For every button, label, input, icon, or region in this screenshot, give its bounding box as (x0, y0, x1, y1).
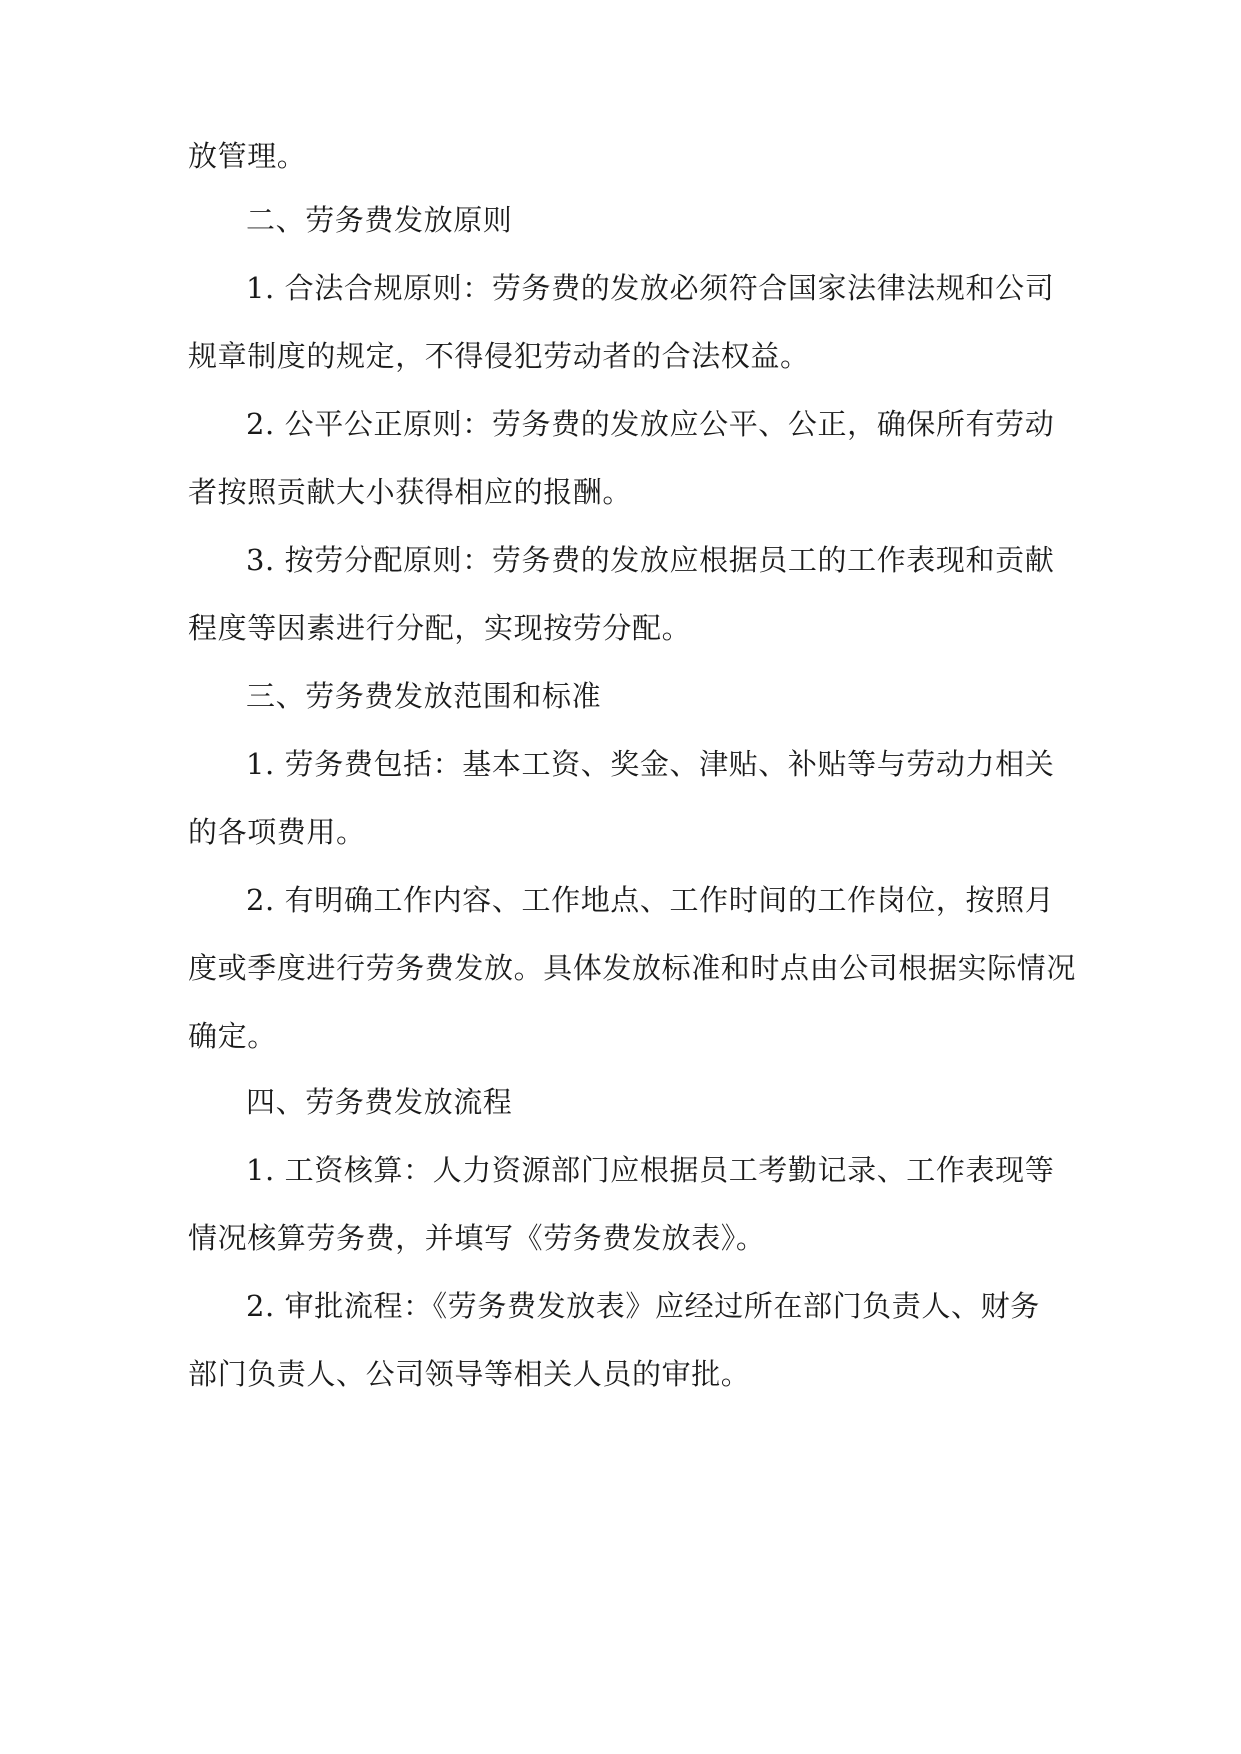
list-item-line: 情况核算劳务费，并填写《劳务费发放表》。 (188, 1221, 766, 1255)
list-item-line: 1. 劳务费包括：基本工资、奖金、津贴、补贴等与劳动力相关 (246, 747, 1055, 781)
list-item-line: 1. 合法合规原则：劳务费的发放必须符合国家法律法规和公司 (246, 271, 1055, 305)
list-item-line: 2. 公平公正原则：劳务费的发放应公平、公正，确保所有劳动 (246, 407, 1055, 441)
list-item-line: 2. 审批流程：《劳务费发放表》应经过所在部门负责人、财务 (246, 1289, 1040, 1323)
list-item-line: 的各项费用。 (188, 815, 366, 849)
list-item-line: 部门负责人、公司领导等相关人员的审批。 (188, 1357, 751, 1391)
section-heading: 二、劳务费发放原则 (246, 203, 513, 237)
list-item-line: 2. 有明确工作内容、工作地点、工作时间的工作岗位，按照月 (246, 883, 1055, 917)
list-item-line: 者按照贡献大小获得相应的报酬。 (188, 475, 633, 509)
section-heading: 三、劳务费发放范围和标准 (246, 679, 602, 713)
list-item-line: 度或季度进行劳务费发放。具体发放标准和时点由公司根据实际情况 (188, 951, 1077, 985)
section-heading: 四、劳务费发放流程 (246, 1085, 513, 1119)
list-item-line: 程度等因素进行分配，实现按劳分配。 (188, 611, 692, 645)
list-item-line: 1. 工资核算：人力资源部门应根据员工考勤记录、工作表现等 (246, 1153, 1055, 1187)
list-item-line: 3. 按劳分配原则：劳务费的发放应根据员工的工作表现和贡献 (246, 543, 1055, 577)
list-item-line: 确定。 (188, 1019, 277, 1053)
paragraph-line: 放管理。 (188, 139, 307, 173)
list-item-line: 规章制度的规定，不得侵犯劳动者的合法权益。 (188, 339, 810, 373)
